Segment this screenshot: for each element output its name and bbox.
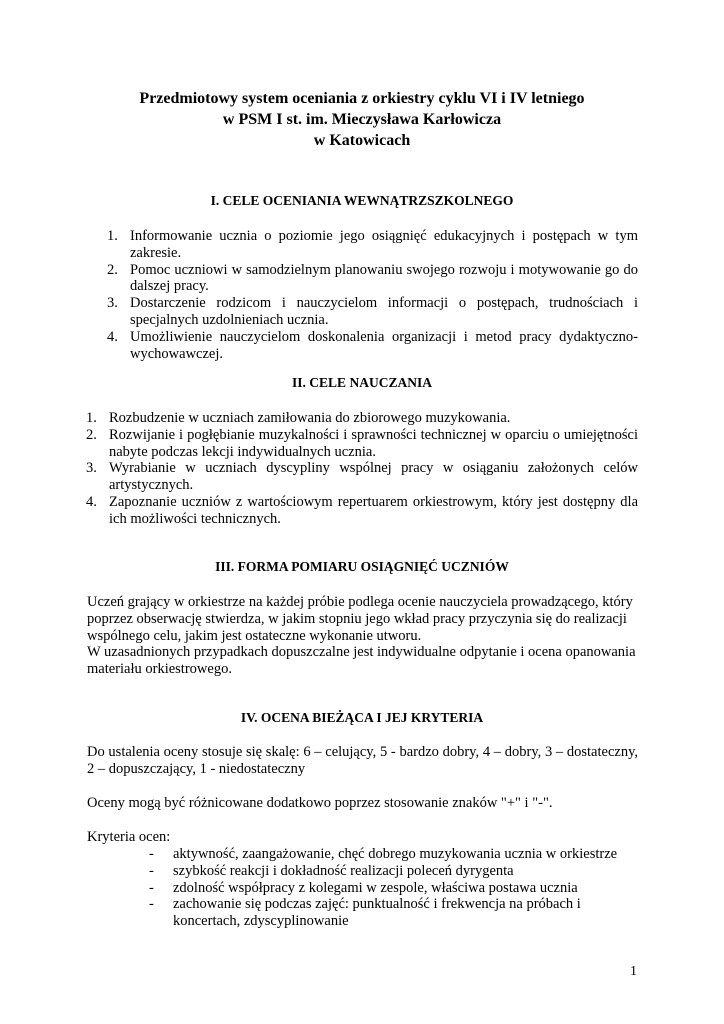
list-text: Umożliwienie nauczycielom doskonalenia organizacji i metod pracy dydaktyczno-wychowawczej. (130, 328, 638, 362)
dash-marker: - (149, 879, 154, 896)
document-title (0, 88, 724, 151)
list-number: 1. (107, 228, 118, 244)
dash-marker: - (149, 846, 154, 862)
paragraph: Uczeń grający w orkiestrze na każdej próbie podlega ocenie nauczyciela prowadzącego, który poprzez obserwację stwierdza, w jakim stopniu jego wkład pracy przyczynia się do realizacji wspólnego celu, jakim jest ostateczne wykonanie utworu. (87, 594, 633, 644)
list-text: Zapoznanie uczniów z wartościowym repertuarem orkiestrowym, który jest dostępny dla ich możliwości technicznych. (109, 493, 638, 527)
dash-marker: - (149, 896, 154, 913)
section-4-heading: IV. OCENA BIEŻĄCA I JEJ KRYTERIA (240, 710, 484, 725)
list-item (107, 261, 638, 296)
list-number: 2. (107, 261, 118, 278)
list-text: Informowanie ucznia o poziomie jego osiągnięć edukacyjnych i postępach w tym zakresie. (130, 228, 638, 261)
list-text: Rozwijanie i pogłębianie muzykalności i sprawności technicznej w oparciu o umiejętności nabyte podczas lekcji indywidualnych ucznia. (109, 426, 638, 460)
section-3-heading: III. FORMA POMIARU OSIĄGNIĘĆ UCZNIÓW (215, 559, 509, 574)
list-item (149, 880, 619, 897)
list-number: 4. (107, 328, 118, 345)
list-text: zachowanie się podczas zajęć: punktualność i frekwencja na próbach i koncertach, zdyscyplinowanie (173, 896, 581, 930)
list-number: 1. (86, 410, 97, 426)
section-1-list (107, 228, 638, 362)
list-text: Rozbudzenie w uczniach zamiłowania do zbiorowego muzykowania. (109, 410, 511, 426)
criteria-label: Kryteria ocen: (87, 829, 171, 845)
title-line-2: w PSM I st. im. Mieczysława Karłowicza (222, 111, 502, 128)
title-line-1: Przedmiotowy system oceniania z orkiestry cyklu VI i IV letniego (139, 90, 585, 107)
list-item (107, 295, 638, 329)
list-text: Dostarczenie rodzicom i nauczycielom informacji o postępach, trudnościach i specjalnych uzdolnieniach ucznia. (130, 295, 638, 328)
list-text: szybkość reakcji i dokładność realizacji poleceń dyrygenta (173, 862, 514, 879)
list-item (86, 493, 638, 528)
list-item (149, 863, 619, 880)
list-text: zdolność współpracy z kolegami w zespole, właściwa postawa ucznia (173, 879, 578, 896)
section-1-heading: I. CELE OCENIANIA WEWNĄTRZSZKOLNEGO (210, 193, 514, 208)
list-item (86, 410, 638, 427)
section-2-heading: II. CELE NAUCZANIA (292, 375, 432, 390)
list-number: 3. (107, 295, 118, 312)
page-number: 1 (630, 964, 637, 979)
dash-marker: - (149, 862, 154, 879)
list-item (86, 460, 638, 494)
list-text: Wyrabianie w uczniach dyscypliny wspólnej pracy w osiąganiu założonych celów artystycznych. (109, 460, 638, 494)
paragraph: W uzasadnionych przypadkach dopuszczalne jest indywidualne odpytanie i ocena opanowania materiału orkiestrowego. (87, 644, 636, 678)
criteria-list (149, 846, 619, 930)
list-item (107, 228, 638, 262)
grading-scale: Do ustalenia oceny stosuje się skalę: 6 – celujący, 5 - bardzo dobry, 4 – dobry, 3 – dostateczny, 2 – dopuszczający, 1 - niedostateczny (87, 744, 638, 777)
list-number: 4. (86, 493, 97, 510)
section-3-body (87, 594, 638, 678)
list-number: 3. (86, 460, 97, 477)
grade-modifiers: Oceny mogą być różnicowane dodatkowo poprzez stosowanie znaków "+" i "-". (87, 795, 553, 811)
section-2-list (86, 410, 638, 528)
list-text: Pomoc uczniowi w samodzielnym planowaniu swojego rozwoju i motywowanie go do dalszej pracy. (130, 261, 638, 295)
list-number: 2. (86, 426, 97, 443)
list-text: aktywność, zaangażowanie, chęć dobrego muzykowania ucznia w orkiestrze (173, 846, 618, 862)
list-item (149, 896, 619, 930)
list-item (149, 846, 619, 863)
list-item (107, 328, 638, 363)
title-line-3: w Katowicach (313, 132, 411, 149)
list-item (86, 426, 638, 461)
